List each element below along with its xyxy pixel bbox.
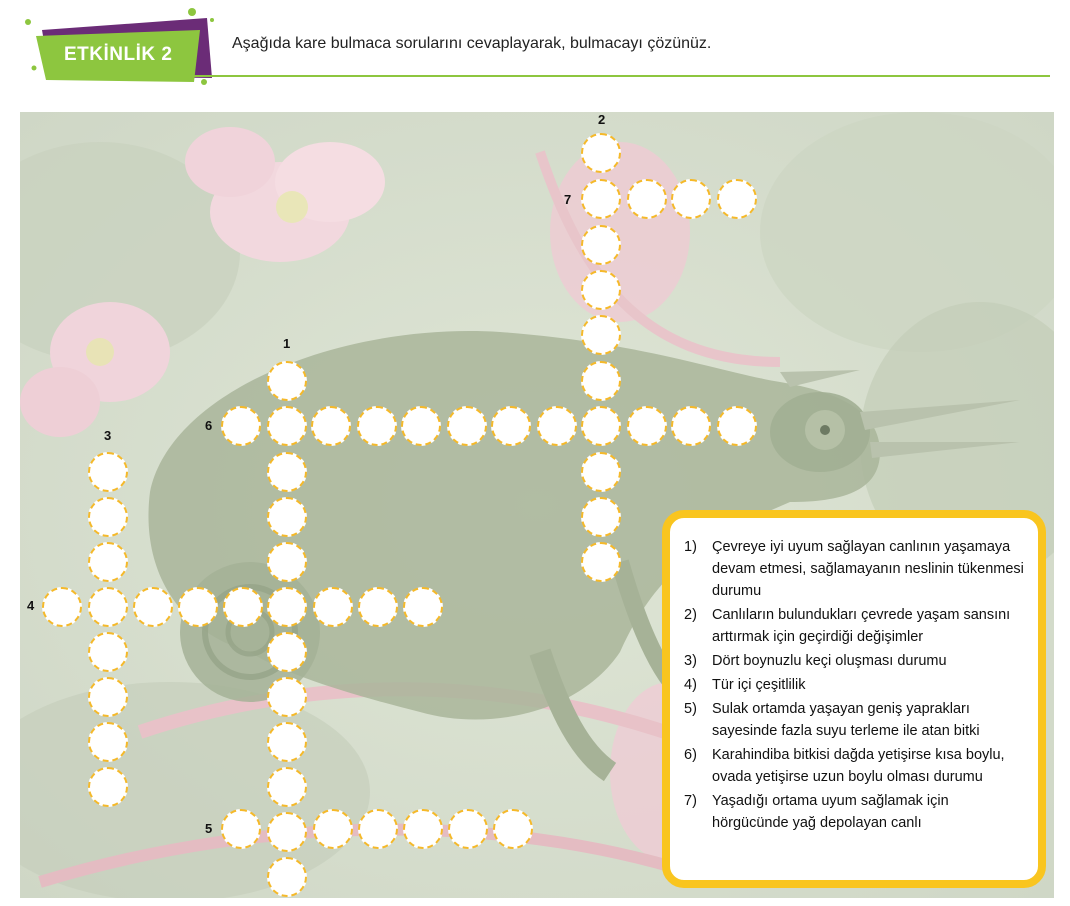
cell-1-12[interactable] bbox=[267, 857, 307, 897]
cell-4-7[interactable] bbox=[313, 587, 353, 627]
cell-1-1[interactable] bbox=[267, 361, 307, 401]
cell-1-6[interactable] bbox=[267, 587, 307, 627]
cell-3-1[interactable] bbox=[88, 452, 128, 492]
cell-1-10[interactable] bbox=[267, 767, 307, 807]
cell-3-7[interactable] bbox=[88, 722, 128, 762]
cell-6-2[interactable] bbox=[267, 406, 307, 446]
cell-5-1[interactable] bbox=[221, 809, 261, 849]
clue-number-2: 2 bbox=[598, 112, 606, 127]
cell-1-4[interactable] bbox=[267, 497, 307, 537]
cell-2-6[interactable] bbox=[581, 361, 621, 401]
cell-3-2[interactable] bbox=[88, 497, 128, 537]
cell-6-6[interactable] bbox=[447, 406, 487, 446]
cell-2-10[interactable] bbox=[581, 542, 621, 582]
cell-7-2[interactable] bbox=[627, 179, 667, 219]
cell-1-3[interactable] bbox=[267, 452, 307, 492]
cell-2-1[interactable] bbox=[581, 133, 621, 173]
cell-2-9[interactable] bbox=[581, 497, 621, 537]
cell-2-3[interactable] bbox=[581, 225, 621, 265]
cell-2-7[interactable] bbox=[581, 406, 621, 446]
clue-item: 5) Sulak ortamda yaşayan geniş yaprakları sayesinde fazla suyu terleme ile atan bitki bbox=[684, 701, 980, 739]
clue-list bbox=[684, 536, 1024, 834]
header-divider bbox=[180, 75, 1050, 77]
cell-6-7[interactable] bbox=[491, 406, 531, 446]
cell-5-6[interactable] bbox=[448, 809, 488, 849]
cell-5-3[interactable] bbox=[313, 809, 353, 849]
cell-1-7[interactable] bbox=[267, 632, 307, 672]
cell-2-4[interactable] bbox=[581, 270, 621, 310]
cell-5-5[interactable] bbox=[403, 809, 443, 849]
cell-6-1[interactable] bbox=[221, 406, 261, 446]
clues-panel bbox=[662, 510, 1046, 888]
cell-6-5[interactable] bbox=[401, 406, 441, 446]
cell-4-3[interactable] bbox=[133, 587, 173, 627]
cell-4-1[interactable] bbox=[42, 587, 82, 627]
cell-4-8[interactable] bbox=[358, 587, 398, 627]
cell-1-9[interactable] bbox=[267, 722, 307, 762]
cell-1-5[interactable] bbox=[267, 542, 307, 582]
clue-number-1: 1 bbox=[283, 336, 291, 351]
clue-item: 2) Canlıların bulundukları çevrede yaşam sansını arttırmak için geçirdiği değişimler bbox=[684, 607, 1011, 645]
badge-label: ETKİNLİK 2 bbox=[64, 44, 173, 65]
clue-item: 7) Yaşadığı ortama uyum sağlamak için hörgücünde yağ depolayan canlı bbox=[684, 793, 949, 831]
cell-6-3[interactable] bbox=[311, 406, 351, 446]
clue-item: 4) Tür içi çeşitlilik bbox=[684, 677, 806, 693]
cell-1-8[interactable] bbox=[267, 677, 307, 717]
cell-3-8[interactable] bbox=[88, 767, 128, 807]
instruction-text: Aşağıda kare bulmaca sorularını cevaplayarak, bulmacayı çözünüz. bbox=[232, 35, 712, 52]
clue-number-5: 5 bbox=[205, 821, 213, 836]
clue-item: 3) Dört boynuzlu keçi oluşması durumu bbox=[684, 653, 947, 669]
cell-3-3[interactable] bbox=[88, 542, 128, 582]
cell-6-12[interactable] bbox=[717, 406, 757, 446]
cell-3-5[interactable] bbox=[88, 632, 128, 672]
cell-2-2[interactable] bbox=[581, 179, 621, 219]
cell-5-7[interactable] bbox=[493, 809, 533, 849]
cell-2-5[interactable] bbox=[581, 315, 621, 355]
cell-7-3[interactable] bbox=[671, 179, 711, 219]
cell-2-8[interactable] bbox=[581, 452, 621, 492]
cell-3-6[interactable] bbox=[88, 677, 128, 717]
cell-6-10[interactable] bbox=[627, 406, 667, 446]
cell-6-4[interactable] bbox=[357, 406, 397, 446]
clue-number-3: 3 bbox=[104, 428, 112, 443]
clue-number-6: 6 bbox=[205, 418, 213, 433]
clue-item: 1) Çevreye iyi uyum sağlayan canlının yaşamaya devam etmesi, sağlamayanın neslinin tükenmesi durumu bbox=[684, 539, 1024, 599]
cell-7-4[interactable] bbox=[717, 179, 757, 219]
cell-4-9[interactable] bbox=[403, 587, 443, 627]
cell-4-5[interactable] bbox=[223, 587, 263, 627]
cell-6-8[interactable] bbox=[537, 406, 577, 446]
cell-4-4[interactable] bbox=[178, 587, 218, 627]
cell-1-11[interactable] bbox=[267, 812, 307, 852]
cell-5-4[interactable] bbox=[358, 809, 398, 849]
clue-number-4: 4 bbox=[27, 598, 35, 613]
clue-number-7: 7 bbox=[564, 192, 572, 207]
cell-6-11[interactable] bbox=[671, 406, 711, 446]
clue-item: 6) Karahindiba bitkisi dağda yetişirse kısa boylu, ovada yetişirse uzun boylu olması durumu bbox=[684, 747, 1005, 785]
cell-3-4[interactable] bbox=[88, 587, 128, 627]
